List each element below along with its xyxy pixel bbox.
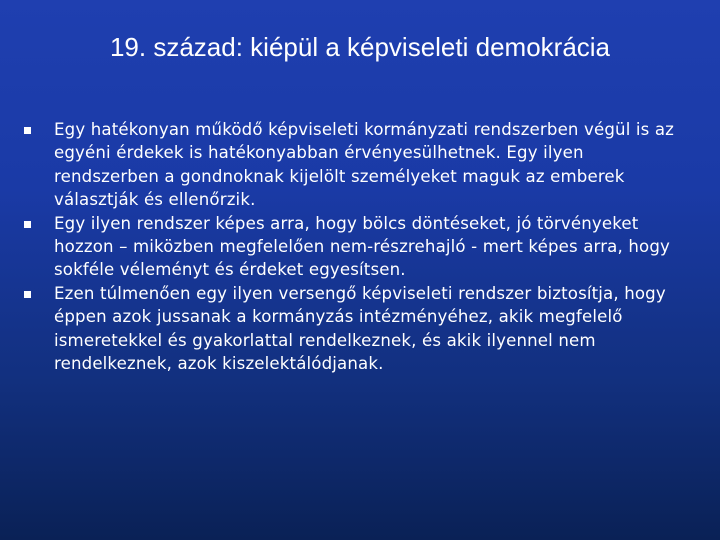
square-bullet-icon [24, 291, 31, 298]
bullet-text: Egy hatékonyan működő képviseleti kormányzati rendszerben végül is az egyéni érdekek is hatékonyabban érvényesülhetnek. Egy ilyen rendszerben a gondnoknak kijelölt személyeket maguk az emberek választják és ellenőrzik. [54, 120, 675, 210]
slide-title: 19. század: kiépül a képviseleti demokrácia [109, 32, 611, 62]
square-bullet-icon [24, 221, 31, 228]
bullet-item [24, 118, 684, 212]
bullet-text: Ezen túlmenően egy ilyen versengő képviseleti rendszer biztosítja, hogy éppen azok jussanak a kormányzás intézményéhez, akik megfelelő ismeretekkel és gyakorlattal rendelkeznek, és akik ilyennel nem rendelkeznek, azok kiszelektálódjanak. [54, 283, 666, 374]
bullet-text: Egy ilyen rendszer képes arra, hogy bölcs döntéseket, jó törvényeket hozzon – miközben megfelelően nem-részrehajló - mert képes arra, hogy sokféle véleményt és érdeket egyesítsen. [54, 213, 670, 280]
bullet-item [24, 212, 684, 282]
bullet-list [24, 118, 684, 375]
bullet-item [24, 282, 684, 376]
square-bullet-icon [24, 127, 31, 134]
